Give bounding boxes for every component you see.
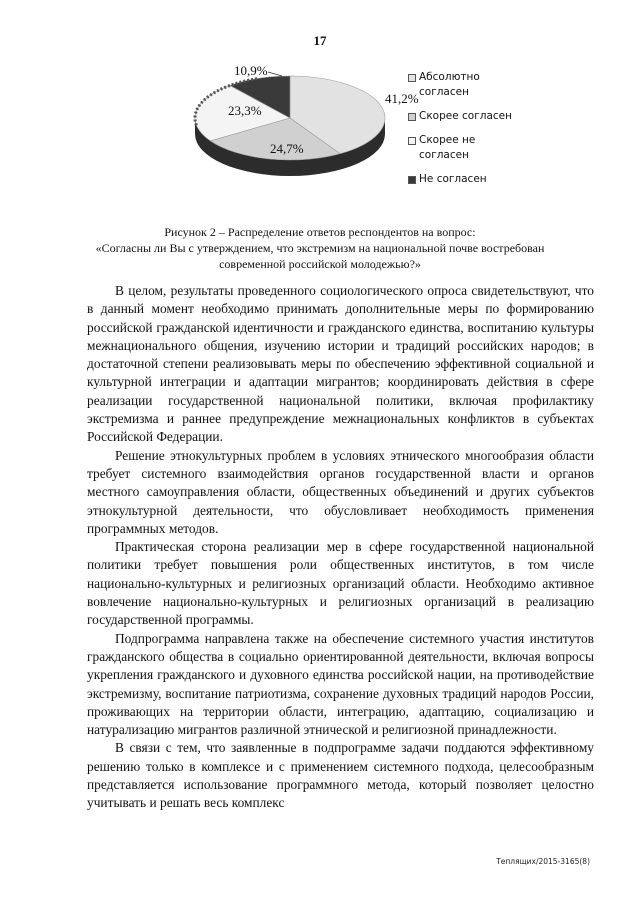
body-text [87, 282, 594, 813]
legend-swatch [408, 113, 416, 121]
figure-caption [80, 224, 560, 272]
legend-label: Скорее согласен [419, 110, 512, 122]
caption-line: «Согласны ли Вы с утверждением, что экстремизм на национальной почве востребован [95, 241, 545, 255]
legend-item [408, 133, 528, 163]
pie-data-label: 24,7% [270, 141, 304, 156]
pie-leader-line [268, 72, 282, 76]
caption-line: Рисунок 2 – Распределение ответов респондентов на вопрос: [164, 225, 476, 239]
legend-item [408, 109, 528, 124]
paragraph: Решение этнокультурных проблем в условиях этнического многообразия области требует системного взаимодействия органов государственной власти и органов местного самоуправления области, общественных объединений и других субъектов этнокультурной деятельности, что обусловливает необходимость применения программных методов. [87, 447, 594, 536]
page-number: 17 [313, 33, 327, 48]
legend-label: Не согласен [419, 173, 487, 185]
pie-data-label: 41,2% [385, 91, 419, 106]
footer-code: Теплящих/2015-3165(8) [496, 857, 590, 866]
legend-swatch [408, 74, 416, 82]
chart-legend [408, 70, 528, 196]
paragraph: В целом, результаты проведенного социологического опроса свидетельствуют, что в данный момент необходимо принимать дополнительные меры по формированию российской гражданской идентичности и гражданского единства, воспитанию культуры межнационального общения, изучению истории и традиций российских народов; в достаточной степени реализовывать меры по обеспечению эффективной социальной и культурной интеграции и адаптации мигрантов; координировать действия в сфере реализации государственной национальной политики, включая профилактику экстремизма и раннее предупреждение межнациональных конфликтов в субъектах Российской Федерации. [87, 283, 594, 445]
legend-item [408, 172, 528, 187]
legend-swatch [408, 137, 416, 145]
pie-data-label: 10,9% [234, 63, 268, 78]
paragraph: Подпрограмма направлена также на обеспечение системного участия институтов гражданского общества в социально ориентированной деятельности, включая вопросы укрепления гражданского и духовного единства российской нации, на противодействие экстремизму, воспитание патриотизма, сохранение духовных традиций народов России, проживающих на территории области, интеграцию, адаптацию, социализацию и натурализацию мигрантов различной этнической и религиозной принадлежности. [87, 630, 594, 738]
caption-line: современной российской молодежью?» [219, 257, 421, 271]
paragraph: В связи с тем, что заявленные в подпрограмме задачи поддаются эффективному решению только в комплексе и с применением системного подхода, целесообразным представляется использование программного метода, который позволяет целостно учитывать и решать весь комплекс [87, 740, 594, 811]
legend-swatch [408, 176, 416, 184]
legend-item [408, 70, 528, 100]
legend-label: Скорее не согласен [419, 134, 476, 161]
pie-data-label: 23,3% [228, 103, 262, 118]
legend-label: Абсолютно согласен [419, 71, 480, 98]
paragraph: Практическая сторона реализации мер в сфере государственной национальной политики требует повышения роли общественных институтов, в том числе национально-культурных и религиозных организаций области. Необходимо активное вовлечение национально-культурных и религиозных организаций в реализацию государственной программы. [87, 539, 594, 628]
